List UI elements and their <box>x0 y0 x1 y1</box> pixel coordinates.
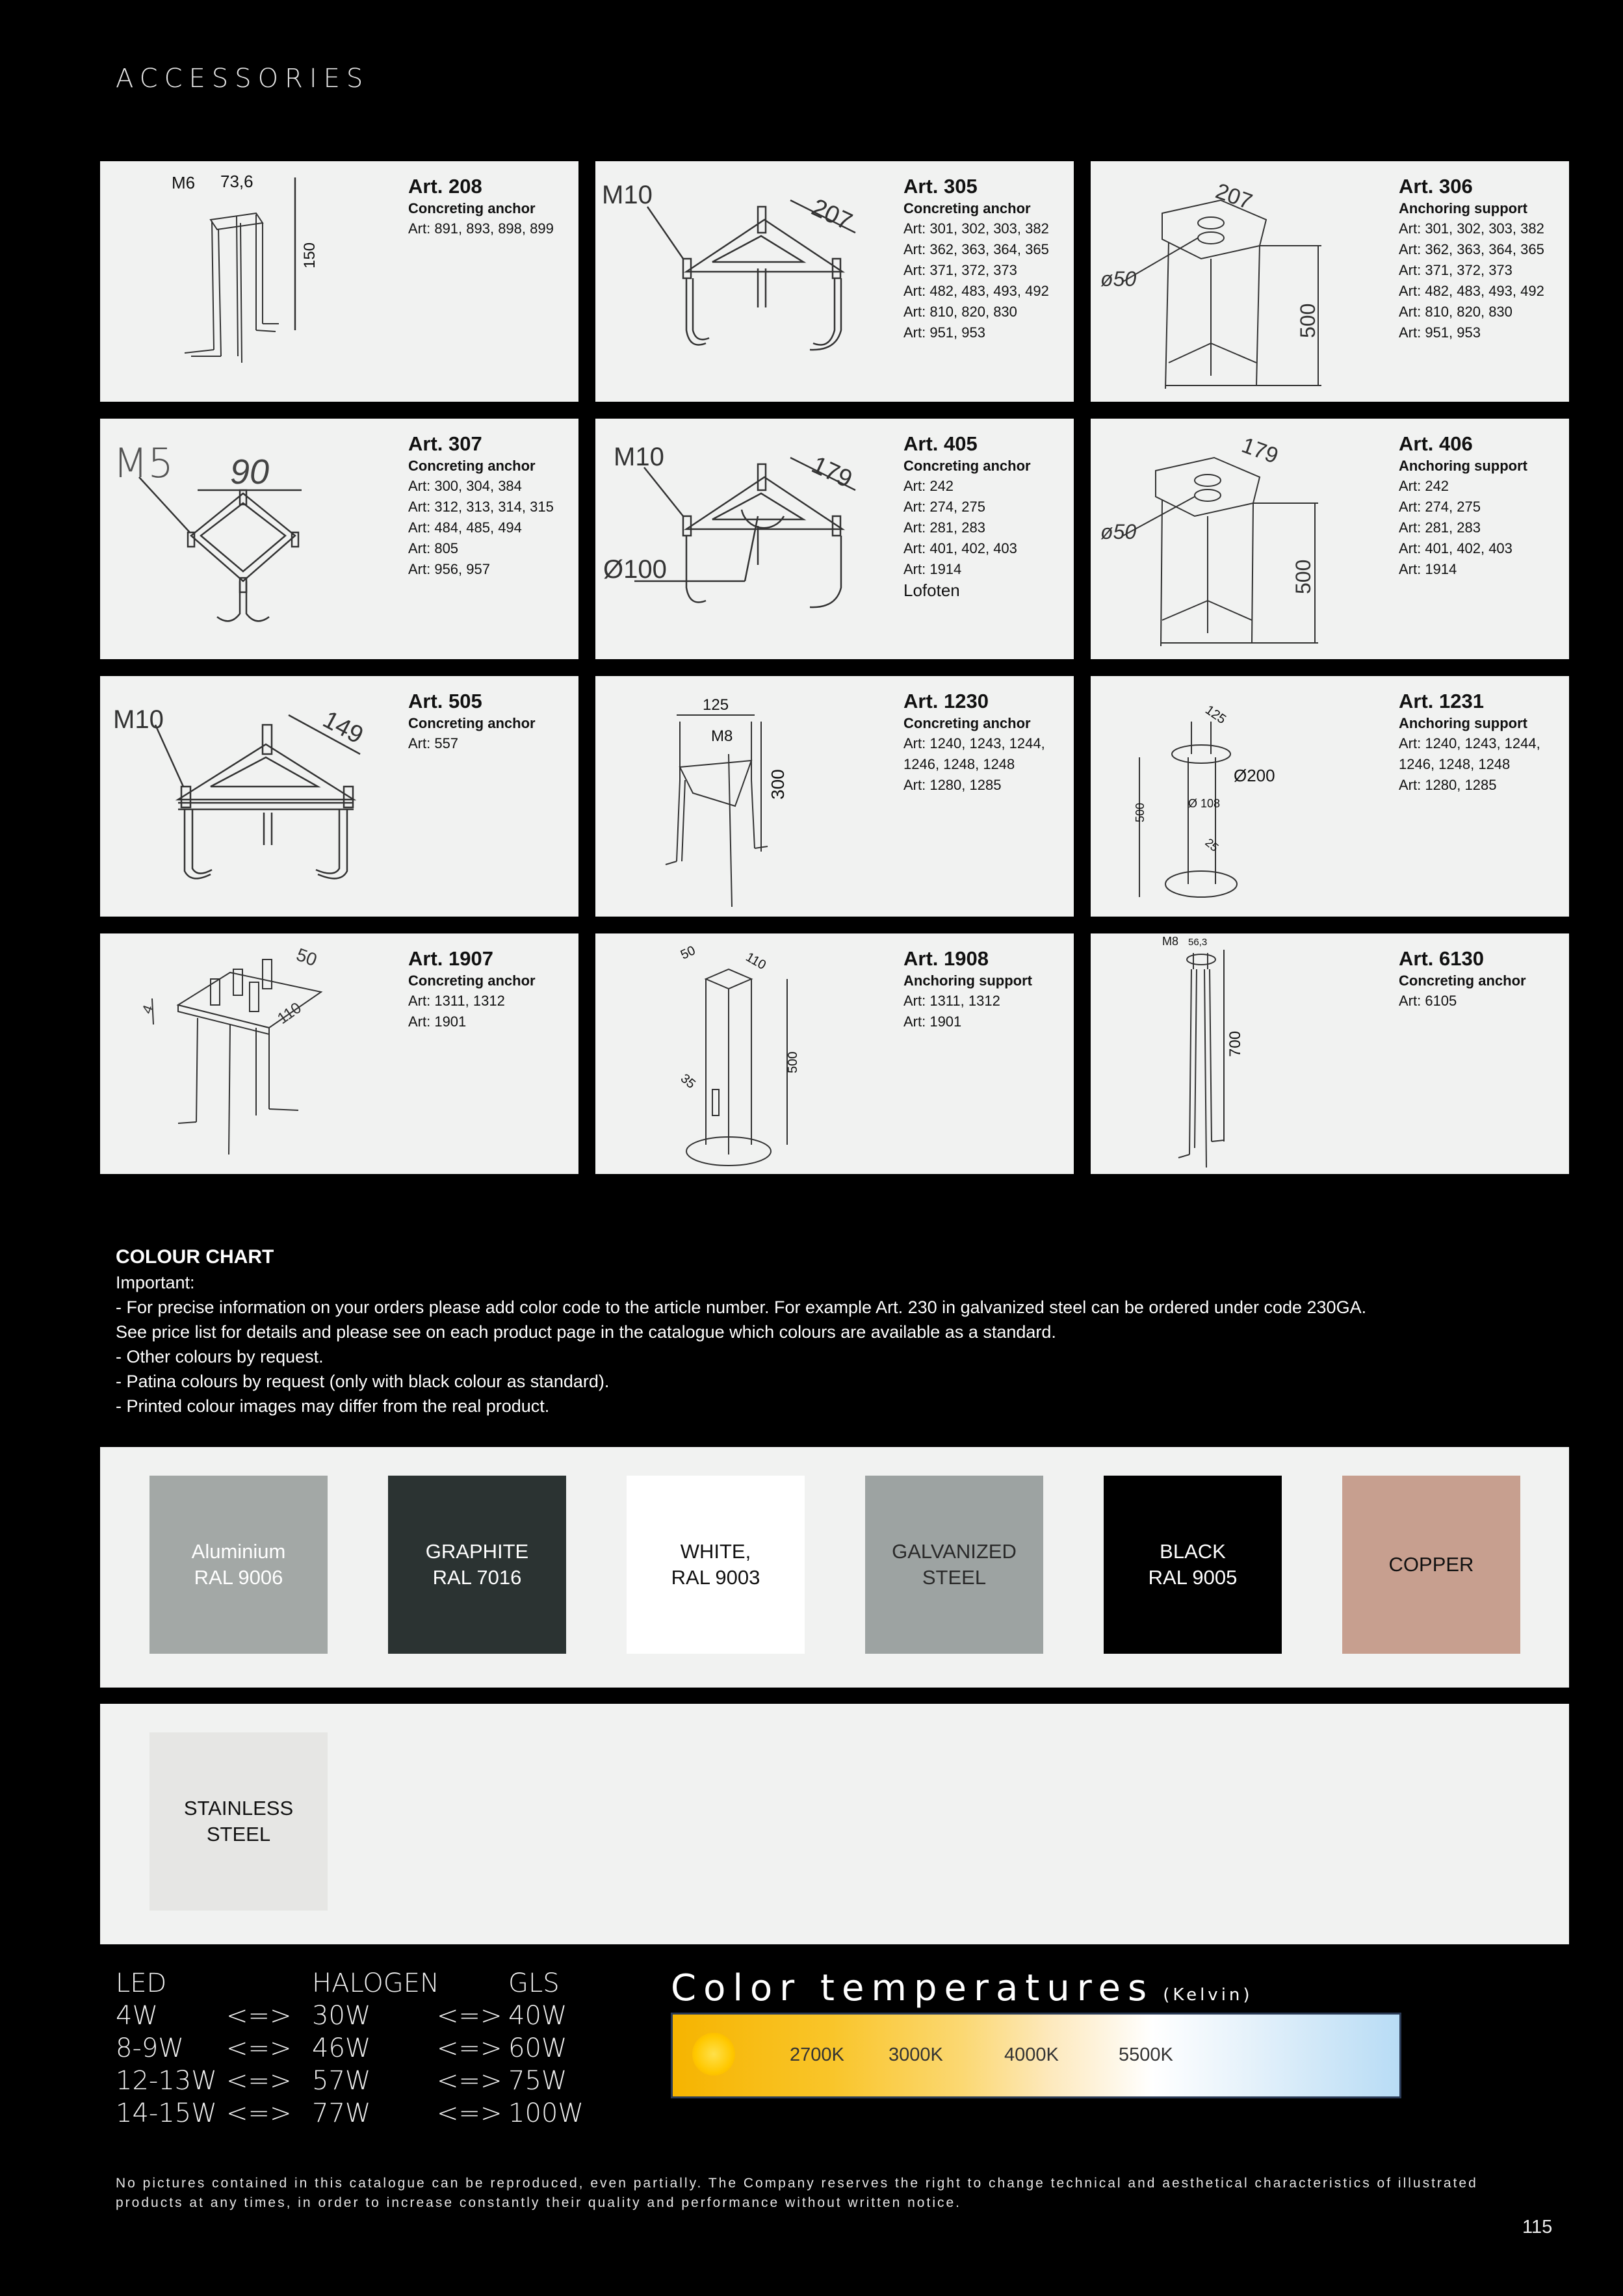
compatible-articles: Art: 274, 275 <box>903 499 985 515</box>
compatible-articles: Art: 401, 402, 403 <box>903 540 1017 556</box>
product-info <box>903 689 1072 796</box>
compatible-articles: Art: 891, 893, 898, 899 <box>408 220 554 237</box>
equivalence-arrow: <=> <box>437 2098 502 2128</box>
product-drawing <box>595 419 894 659</box>
article-type: Anchoring support <box>903 972 1032 989</box>
product-info <box>408 689 577 754</box>
compatible-articles: Art: 951, 953 <box>1399 324 1481 341</box>
compatible-articles: Art: 242 <box>1399 478 1449 494</box>
compatible-articles: Art: 810, 820, 830 <box>903 304 1017 320</box>
swatch-panel <box>100 1704 1569 1944</box>
product-drawing <box>1091 161 1390 402</box>
product-drawing <box>100 676 399 917</box>
dimension-label: 500 <box>786 1051 800 1073</box>
compatible-articles: Art: 362, 363, 364, 365 <box>1399 241 1544 257</box>
colour-chart-line: Important: <box>116 1273 195 1292</box>
product-card <box>1091 676 1569 917</box>
article-number: Art. 1908 <box>903 947 989 970</box>
product-info <box>1399 946 1568 1011</box>
compatible-articles: Art: 805 <box>408 540 459 556</box>
compatible-articles: Art: 371, 372, 373 <box>1399 262 1513 278</box>
temperature-label: 3000K <box>889 2044 943 2065</box>
equivalence-arrow: <=> <box>226 2001 292 2031</box>
product-card <box>100 676 578 917</box>
product-info <box>903 174 1072 343</box>
dimension-label: 50 <box>293 944 320 971</box>
dimension-label: M10 <box>614 443 664 471</box>
dimension-label: 149 <box>318 705 368 750</box>
led-value: 12-13W <box>116 2066 217 2096</box>
color-temperature-bar <box>671 2013 1401 2098</box>
product-info <box>903 946 1072 1032</box>
dimension-label: 179 <box>1238 432 1282 469</box>
compatible-articles: 1246, 1248, 1248 <box>1399 756 1511 772</box>
product-info <box>1399 689 1568 796</box>
dimension-label: Ø 108 <box>1188 797 1221 810</box>
swatch-panel <box>100 1447 1569 1688</box>
legal-disclaimer: No pictures contained in this catalogue can be reproduced, even partially. The Company reserves the right to change technical and aesthetical characteristics of illustrated products at any times, in order to increase constantly their quality and performance without written notice. <box>116 2176 1478 2210</box>
dimension-label: Ø100 <box>603 555 667 584</box>
product-card <box>1091 161 1569 402</box>
kelvin-unit: (Kelvin) <box>1163 1985 1253 2005</box>
temperature-label: 2700K <box>790 2044 844 2065</box>
header-led: LED <box>116 1968 167 1998</box>
colour-chart-notes <box>116 1244 1546 1418</box>
colour-swatch: GALVANIZED STEEL <box>865 1476 1043 1654</box>
colour-chart-line: - Printed colour images may differ from the real product. <box>116 1396 550 1416</box>
dimension-label: 125 <box>703 696 729 714</box>
colour-chart-line: - Patina colours by request (only with black colour as standard). <box>116 1372 610 1391</box>
article-number: Art. 405 <box>903 432 978 455</box>
article-number: Art. 6130 <box>1399 947 1484 970</box>
dimension-label: 207 <box>807 194 857 236</box>
dimension-label: 300 <box>768 769 788 800</box>
temperature-label: 5500K <box>1119 2044 1173 2065</box>
gls-value: 40W <box>508 2001 567 2031</box>
compatible-articles: Art: 281, 283 <box>903 519 985 536</box>
article-number: Art. 307 <box>408 432 482 455</box>
dimension-label: M10 <box>113 705 164 734</box>
dimension-label: 125 <box>1202 703 1229 727</box>
colour-swatch: COPPER <box>1342 1476 1520 1654</box>
compatible-articles: Art: 301, 302, 303, 382 <box>903 220 1049 237</box>
article-type: Concreting anchor <box>903 200 1031 216</box>
compatible-articles: Lofoten <box>903 581 960 600</box>
led-value: 4W <box>116 2001 158 2031</box>
equivalence-arrow: <=> <box>437 2001 502 2031</box>
gls-value: 100W <box>508 2098 584 2128</box>
dimension-label: 150 <box>301 242 318 268</box>
article-type: Concreting anchor <box>408 200 536 216</box>
product-card <box>1091 933 1569 1174</box>
compatible-articles: Art: 274, 275 <box>1399 499 1481 515</box>
dimension-label: 700 <box>1227 1030 1244 1057</box>
article-number: Art. 406 <box>1399 432 1473 455</box>
halogen-value: 57W <box>312 2066 371 2096</box>
article-type: Concreting anchor <box>408 715 536 731</box>
compatible-articles: Art: 1311, 1312 <box>408 993 505 1009</box>
product-drawing <box>1091 676 1390 917</box>
compatible-articles: Art: 482, 483, 493, 492 <box>1399 283 1544 299</box>
gls-value: 75W <box>508 2066 567 2096</box>
product-card <box>1091 419 1569 659</box>
dimension-label: 73,6 <box>220 172 253 191</box>
product-info <box>1399 174 1568 343</box>
article-type: Concreting anchor <box>903 458 1031 474</box>
product-info <box>1399 432 1568 580</box>
product-info <box>408 432 577 580</box>
header-gls: GLS <box>508 1968 560 1998</box>
article-type: Anchoring support <box>1399 200 1527 216</box>
product-info <box>408 946 577 1032</box>
product-drawing <box>595 933 894 1174</box>
colour-chart-line: - For precise information on your orders please add color code to the article number. For example Art. 230 in galvanized steel can be ordered under code 230GA. <box>116 1298 1367 1317</box>
product-drawing <box>1091 419 1390 659</box>
article-type: Anchoring support <box>1399 715 1527 731</box>
equivalence-arrow: <=> <box>226 2033 292 2063</box>
dimension-label: 500 <box>1134 802 1147 822</box>
dimension-label: 56,3 <box>1188 937 1208 948</box>
article-number: Art. 1230 <box>903 690 989 712</box>
led-value: 14-15W <box>116 2098 217 2128</box>
product-info <box>903 432 1072 601</box>
product-card <box>595 161 1074 402</box>
compatible-articles: Art: 956, 957 <box>408 561 490 577</box>
compatible-articles: Art: 1240, 1243, 1244, <box>1399 735 1540 751</box>
product-drawing <box>100 933 399 1174</box>
article-type: Anchoring support <box>1399 458 1527 474</box>
article-number: Art. 505 <box>408 690 482 712</box>
dimension-label: 500 <box>1292 559 1315 594</box>
colour-chart-line: See price list for details and please see on each product page in the catalogue which colours are available as a standard. <box>116 1322 1056 1342</box>
compatible-articles: Art: 1240, 1243, 1244, <box>903 735 1045 751</box>
dimension-label: M5 <box>113 439 174 487</box>
equivalence-arrow: <=> <box>226 2098 292 2128</box>
compatible-articles: Art: 484, 485, 494 <box>408 519 522 536</box>
page-title: ACCESSORIES <box>116 64 370 94</box>
compatible-articles: Art: 1914 <box>903 561 962 577</box>
compatible-articles: Art: 1311, 1312 <box>903 993 1000 1009</box>
dimension-label: 110 <box>743 950 769 973</box>
compatible-articles: Art: 401, 402, 403 <box>1399 540 1513 556</box>
product-drawing <box>595 676 894 917</box>
product-card <box>100 161 578 402</box>
product-card <box>595 419 1074 659</box>
halogen-value: 30W <box>312 2001 371 2031</box>
dimension-label: M6 <box>172 173 196 192</box>
dimension-label: ø50 <box>1100 267 1137 291</box>
compatible-articles: 1246, 1248, 1248 <box>903 756 1015 772</box>
product-drawing <box>100 161 399 402</box>
product-card <box>100 933 578 1174</box>
dimension-label: M8 <box>711 727 733 745</box>
halogen-value: 77W <box>312 2098 371 2128</box>
compatible-articles: Art: 482, 483, 493, 492 <box>903 283 1049 299</box>
compatible-articles: Art: 557 <box>408 735 459 751</box>
article-type: Concreting anchor <box>1399 972 1526 989</box>
compatible-articles: Art: 300, 304, 384 <box>408 478 522 494</box>
compatible-articles: Art: 362, 363, 364, 365 <box>903 241 1049 257</box>
compatible-articles: Art: 1280, 1285 <box>1399 777 1497 793</box>
dimension-label: 25 <box>1202 835 1221 854</box>
dimension-label: 500 <box>1296 303 1319 338</box>
equivalence-arrow: <=> <box>437 2066 502 2096</box>
colour-swatch: WHITE, RAL 9003 <box>627 1476 805 1654</box>
compatible-articles: Art: 281, 283 <box>1399 519 1481 536</box>
dimension-label: 207 <box>1212 178 1256 215</box>
compatible-articles: Art: 810, 820, 830 <box>1399 304 1513 320</box>
article-type: Concreting anchor <box>903 715 1031 731</box>
compatible-articles: Art: 242 <box>903 478 954 494</box>
colour-swatch: GRAPHITE RAL 7016 <box>388 1476 566 1654</box>
page-number: 115 <box>1522 2217 1553 2237</box>
colour-swatch: STAINLESS STEEL <box>149 1732 328 1911</box>
product-info <box>408 174 577 239</box>
colour-swatch: BLACK RAL 9005 <box>1104 1476 1282 1654</box>
dimension-label: 110 <box>274 998 305 1028</box>
equivalence-arrow: <=> <box>437 2033 502 2063</box>
compatible-articles: Art: 1914 <box>1399 561 1457 577</box>
product-drawing <box>595 161 894 402</box>
article-type: Concreting anchor <box>408 458 536 474</box>
dimension-label: Ø200 <box>1234 766 1275 785</box>
temperature-label: 4000K <box>1004 2044 1059 2065</box>
compatible-articles: Art: 1901 <box>408 1013 467 1030</box>
dimension-label: 50 <box>678 943 698 963</box>
dimension-label: M8 <box>1162 935 1179 948</box>
halogen-value: 46W <box>312 2033 371 2063</box>
product-card <box>100 419 578 659</box>
article-type: Concreting anchor <box>408 972 536 989</box>
article-number: Art. 306 <box>1399 175 1473 198</box>
colour-chart-title: COLOUR CHART <box>116 1246 274 1268</box>
dimension-label: 4 <box>138 1002 157 1016</box>
product-drawing <box>1091 933 1390 1174</box>
article-number: Art. 305 <box>903 175 978 198</box>
compatible-articles: Art: 1280, 1285 <box>903 777 1002 793</box>
product-drawing <box>100 419 399 659</box>
colour-chart-line: - Other colours by request. <box>116 1347 324 1366</box>
dimension-label: 179 <box>807 451 857 493</box>
compatible-articles: Art: 312, 313, 314, 315 <box>408 499 554 515</box>
color-temperature-heading: Color temperatures <box>671 1967 1154 2009</box>
header-halogen: HALOGEN <box>312 1968 439 1998</box>
compatible-articles: Art: 1901 <box>903 1013 962 1030</box>
dimension-label: 35 <box>677 1071 698 1092</box>
article-number: Art. 208 <box>408 175 482 198</box>
gls-value: 60W <box>508 2033 567 2063</box>
colour-swatch: Aluminium RAL 9006 <box>149 1476 328 1654</box>
compatible-articles: Art: 6105 <box>1399 993 1457 1009</box>
led-value: 8-9W <box>116 2033 184 2063</box>
dimension-label: M10 <box>602 181 653 209</box>
dimension-label: ø50 <box>1100 520 1137 543</box>
article-number: Art. 1907 <box>408 947 493 970</box>
compatible-articles: Art: 301, 302, 303, 382 <box>1399 220 1544 237</box>
equivalence-arrow: <=> <box>226 2066 292 2096</box>
product-card <box>595 933 1074 1174</box>
compatible-articles: Art: 371, 372, 373 <box>903 262 1017 278</box>
product-card <box>595 676 1074 917</box>
sun-icon <box>692 2033 735 2076</box>
compatible-articles: Art: 951, 953 <box>903 324 985 341</box>
dimension-label: 90 <box>230 452 270 491</box>
article-number: Art. 1231 <box>1399 690 1484 712</box>
color-temperature-title <box>671 1967 1253 2009</box>
